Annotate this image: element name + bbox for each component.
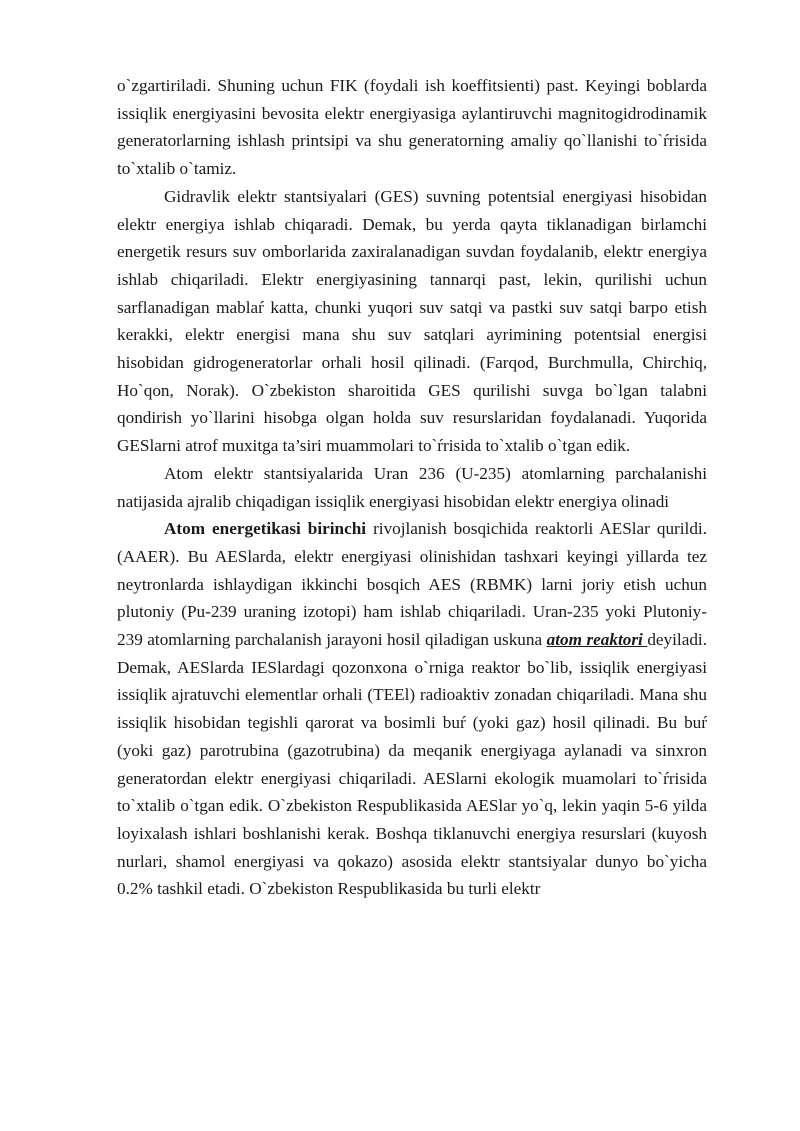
document-page (117, 72, 707, 903)
paragraph-text-part-b: deyiladi. Demak, AESlarda IESlardagi qozonxona o`rniga reaktor bo`lib, issiqlik energiyasi issiqlik ajratuvchi elementlar orhali (TEEl) radioaktiv zonadan chiqariladi. Mana shu issiqlik hisobidan tegishli qarorat va bosimli buŕ (yoki gaz) hosil qilinadi. Bu buŕ (yoki gaz) parotrubina (gazotrubina) da meqanik energiyaga aylanadi va sinxron generatordan elektr energiyasi chiqariladi. AESlarni ekologik muamolari to`ŕrisida to`xtalib o`tgan edik. O`zbekiston Respublikasida AESlar yo`q, lekin yaqin 5-6 yilda loyixalash ishlari boshlanishi kerak. Boshqa tiklanuvchi energiya resurslari (kuyosh nurlari, shamol energiyasi va qokazo) asosida elektr stantsiyalar dunyo bo`yicha 0.2% tashkil etadi. O`zbekiston Respublikasida bu turli elektr (117, 630, 707, 899)
paragraph-ges: Gidravlik elektr stantsiyalari (GES) suvning potentsial energiyasi hisobidan elektr energiya ishlab chiqaradi. Demak, bu yerda qayta tiklanadigan birlamchi energetik resurs suv omborlarida zaxiralanadigan suvdan foydalanib, elektr energiya ishlab chiqariladi. Elektr energiyasining tannarqi past, lekin, qurilishi uchun sarflanadigan mablaŕ katta, chunki yuqori suv satqi va pastki suv satqi barpo etish kerakki, elektr energisi mana shu suv satqlari ayrimining potentsial energisi hisobidan gidrogeneratorlar orhali hosil qilinadi. (Farqod, Burchmulla, Chirchiq, Ho`qon, Norak). O`zbekiston sharoitida GES qurilishi suvga bo`lgan talabni qondirish yo`llarini hisobga olgan holda suv resurslaridan foydalanadi. Yuqorida GESlarni atrof muxitga ta’siri muammolari to`ŕrisida to`xtalib o`tgan edik. (117, 186, 707, 456)
paragraph-fik-intro: o`zgartiriladi. Shuning uchun FIK (foydali ish koeffitsienti) past. Keyingi boblarda issiqlik energiyasini bevosita elektr energiyasiga aylantiruvchi magnitogidrodinamik generatorlarning ishlash printsipi va shu generatorning amaliy qo`llanishi to`ŕrisida to`xtalib o`tamiz. (117, 76, 707, 179)
bold-lead-text: Atom energetikasi birinchi (164, 519, 367, 539)
paragraph-atom-energetics (117, 515, 707, 903)
paragraph-aes-uran: Atom elektr stantsiyalarida Uran 236 (U-235) atomlarning parchalanishi natijasida ajralib chiqadigan issiqlik energiyasi hisobidan elektr energiya olinadi (117, 463, 707, 511)
paragraph-text-part-a: rivojlanish bosqichida reaktorli AESlar qurildi. (AAER). Bu AESlarda, elektr energiyasi olinishidan tashxari keyingi yillarda tez neytronlarda ishlaydigan ikkinchi bosqich AES (RBMK) larni joriy etish uchun plutoniy (Pu-239 uraning izotopi) ham ishlab chiqariladi. Uran-235 yoki Plutoniy-239 atomlarning parchalanish jarayoni hosil qiladigan uskuna (117, 519, 707, 650)
term-atom-reaktori: atom reaktori (546, 630, 648, 650)
